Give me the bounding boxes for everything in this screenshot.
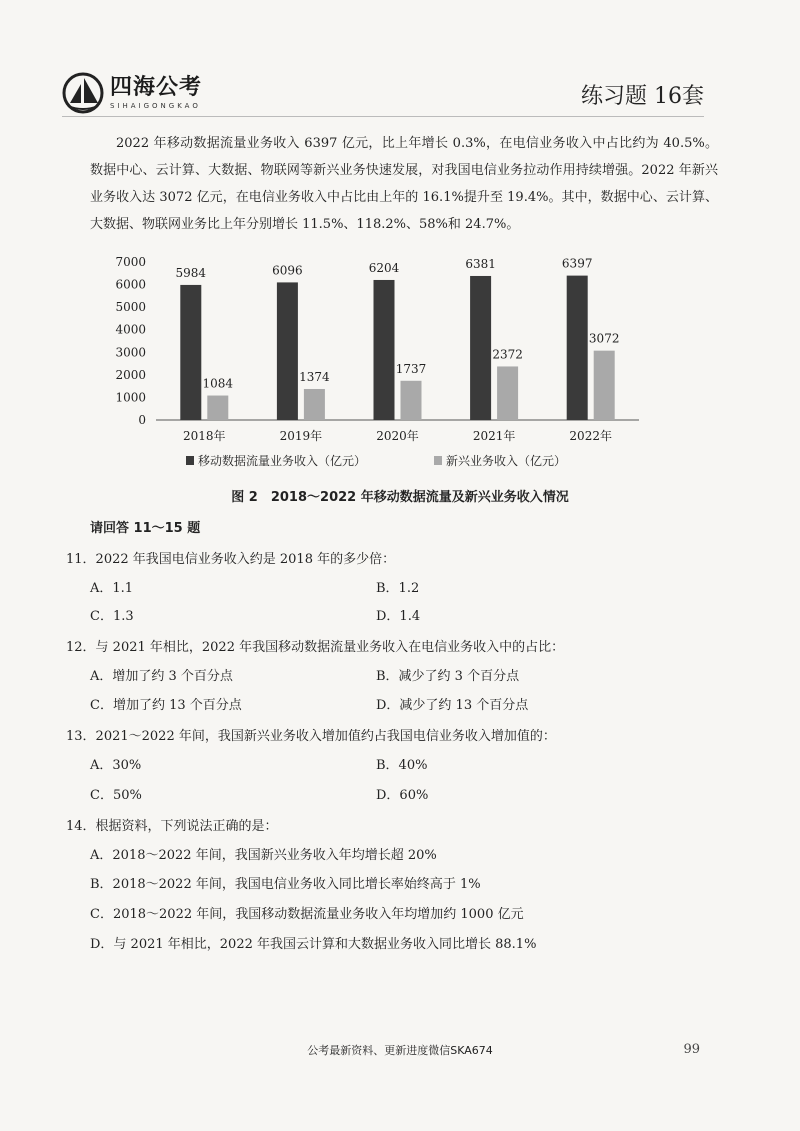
y-tick-label: 7000: [115, 255, 146, 269]
bar-mobile-data-4: [567, 276, 588, 420]
y-tick-label: 0: [138, 413, 146, 427]
practice-set-tag: 练习题 16套: [581, 84, 704, 109]
revenue-bar-chart: [104, 250, 644, 480]
y-tick-label: 2000: [115, 367, 146, 382]
x-tick-label: 2019年: [279, 429, 323, 443]
questions-heading: 请回答 11～15 题: [90, 521, 201, 536]
data-label: 1737: [395, 361, 427, 376]
question-13-stem: 13．2021～2022 年间，我国新兴业务收入增加值约占我国电信业务收入增加值的：: [66, 729, 556, 744]
data-label: 6397: [561, 256, 593, 271]
x-tick-label: 2022年: [569, 429, 612, 443]
question-12-option-d[interactable]: D．减少了约 13 个百分点: [376, 698, 529, 713]
question-12-stem: 12．与 2021 年相比，2022 年我国移动数据流量业务收入在电信业务收入中的占比：: [66, 640, 565, 655]
data-label: 1084: [202, 376, 234, 391]
question-14-option-b[interactable]: B．2018～2022 年间，我国电信业务收入同比增长率始终高于 1%: [90, 877, 481, 892]
brand-logo: [62, 72, 202, 114]
data-label: 6381: [465, 256, 496, 271]
question-14-option-c[interactable]: C．2018～2022 年间，我国移动数据流量业务收入年均增加约 1000 亿元: [90, 907, 524, 922]
bar-emerging-4: [594, 351, 615, 420]
bar-emerging-3: [497, 366, 518, 420]
question-11-option-b[interactable]: B．1.2: [376, 581, 420, 596]
data-label: 1374: [299, 369, 330, 384]
question-13-option-c[interactable]: C．50%: [90, 788, 142, 803]
chart-caption: 图 2 2018～2022 年移动数据流量及新兴业务收入情况: [231, 490, 569, 505]
legend-label: 移动数据流量业务收入（亿元）: [198, 454, 367, 468]
question-14-stem: 14．根据资料，下列说法正确的是：: [66, 819, 278, 834]
data-label: 2372: [492, 347, 523, 362]
brand-name: 四海公考: [110, 75, 203, 100]
question-11-option-d[interactable]: D．1.4: [376, 609, 421, 624]
question-12-option-c[interactable]: C．增加了约 13 个百分点: [90, 698, 242, 713]
question-14-option-d[interactable]: D．与 2021 年相比，2022 年我国云计算和大数据业务收入同比增长 88.1%: [90, 937, 537, 952]
x-tick-label: 2021年: [472, 429, 516, 443]
y-tick-label: 5000: [115, 300, 146, 315]
y-tick-label: 4000: [115, 322, 146, 337]
question-12-option-b[interactable]: B．减少了约 3 个百分点: [376, 669, 520, 684]
bar-mobile-data-3: [470, 276, 491, 420]
bar-mobile-data-1: [277, 282, 298, 420]
bar-emerging-2: [401, 381, 422, 420]
sailboat-logo-icon: [62, 72, 104, 114]
question-14-option-a[interactable]: A．2018～2022 年间，我国新兴业务收入年均增长超 20%: [90, 848, 437, 863]
data-label: 5984: [175, 265, 207, 280]
question-13-option-b[interactable]: B．40%: [376, 758, 428, 773]
legend-label: 新兴业务收入（亿元）: [446, 454, 567, 468]
data-label: 3072: [588, 331, 620, 346]
legend-swatch: [186, 456, 194, 465]
page-number: 99: [683, 1042, 700, 1057]
x-tick-label: 2018年: [183, 429, 226, 443]
question-13-option-a[interactable]: A．30%: [90, 758, 142, 773]
data-label: 6204: [368, 260, 400, 275]
bar-emerging-0: [207, 396, 228, 420]
x-tick-label: 2020年: [376, 429, 419, 443]
question-11-option-a[interactable]: A．1.1: [90, 581, 134, 596]
header-divider: [62, 116, 704, 117]
brand-name-pinyin: SIHAIGONGKAO: [110, 102, 201, 110]
intro-paragraph: 2022 年移动数据流量业务收入 6397 亿元，比上年增长 0.3%，在电信业务收入中占比约为 40.5%。数据中心、云计算、大数据、物联网等新兴业务快速发展，对我国电信业务拉动作用持续增强。2022 年新兴业务收入达 3072 亿元，在电信业务收入中占比由上年的 16.1%提升至 19.4%。其中，数据中心、云计算、大数据、物联网业务比上年分别增长 11.5%、118.2%、58%和 24.7%。: [90, 136, 718, 232]
question-11-stem: 11．2022 年我国电信业务收入约是 2018 年的多少倍：: [66, 552, 396, 567]
footer-note: 公考最新资料、更新进度微信SKA674: [307, 1044, 493, 1057]
y-tick-label: 3000: [115, 345, 146, 360]
question-12-option-a[interactable]: A．增加了约 3 个百分点: [90, 669, 233, 684]
y-tick-label: 1000: [115, 390, 146, 405]
legend-swatch: [434, 456, 442, 465]
y-tick-label: 6000: [115, 277, 146, 292]
bar-emerging-1: [304, 389, 325, 420]
question-13-option-d[interactable]: D．60%: [376, 788, 429, 803]
bar-mobile-data-2: [374, 280, 395, 420]
data-label: 6096: [272, 263, 303, 278]
question-11-option-c[interactable]: C．1.3: [90, 609, 134, 624]
bar-mobile-data-0: [180, 285, 201, 420]
